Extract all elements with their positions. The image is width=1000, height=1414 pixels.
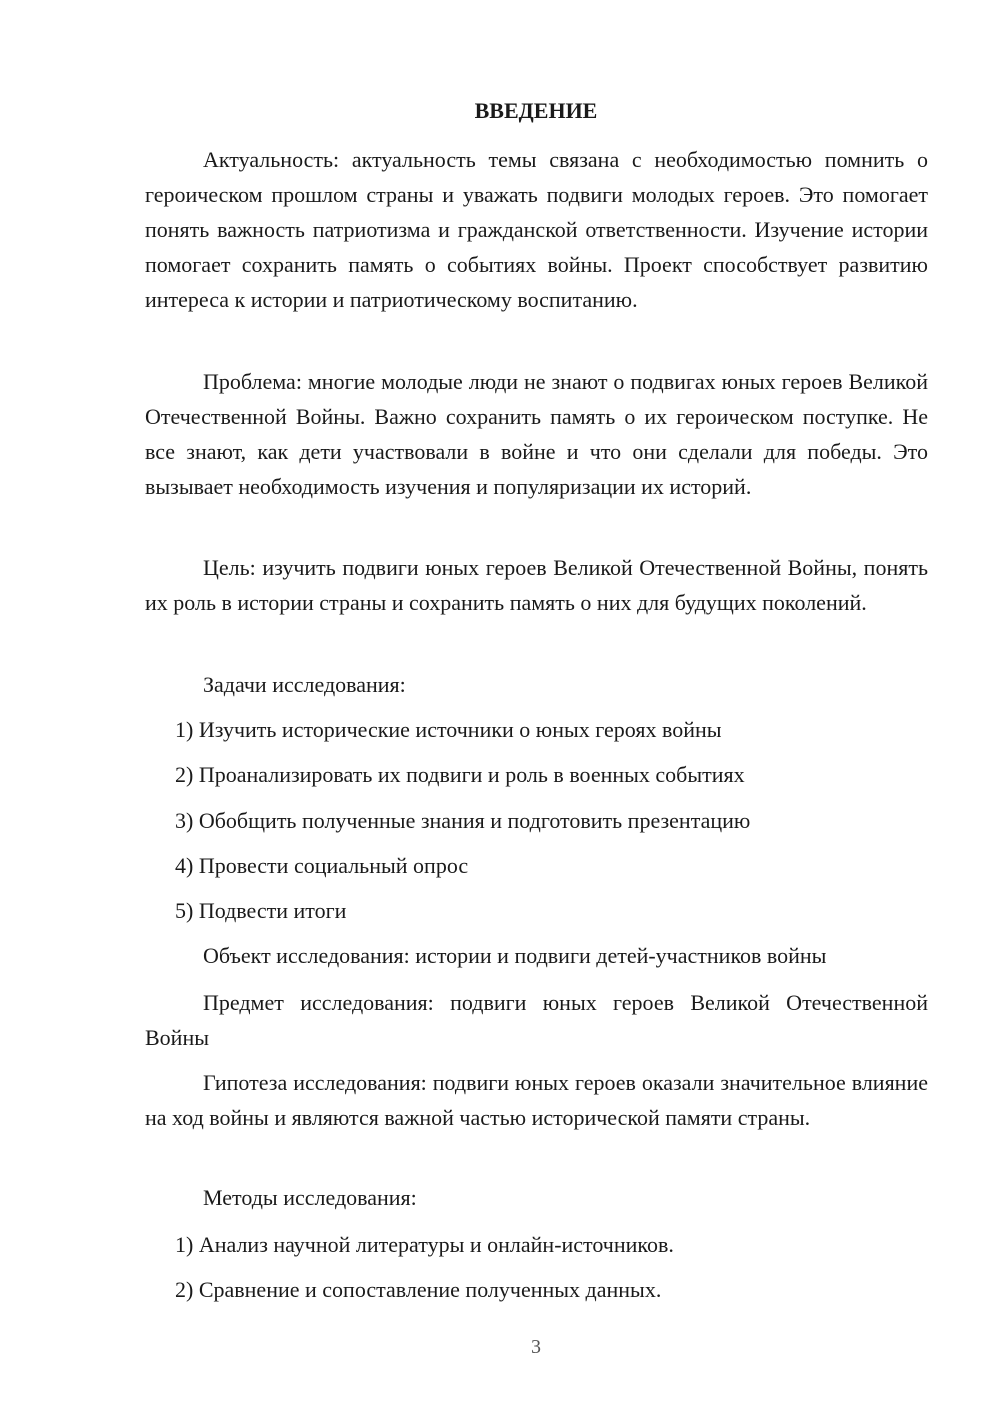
- task-item-block: [145, 853, 928, 879]
- hypothesis-block: [145, 1065, 928, 1135]
- task-item: 4) Провести социальный опрос: [175, 853, 469, 878]
- goal-paragraph-block: [145, 550, 928, 620]
- relevance-paragraph-block: [145, 142, 928, 317]
- method-item-block: [145, 1277, 928, 1303]
- tasks-heading: Задачи исследования:: [203, 672, 406, 697]
- task-item: 1) Изучить исторические источники о юных героях войны: [175, 717, 722, 742]
- task-item-block: [145, 808, 928, 834]
- research-subject: Предмет исследования: подвиги юных героев Великой Отечественной Войны: [145, 990, 928, 1050]
- task-item-block: [145, 717, 928, 743]
- research-object: Объект исследования: истории и подвиги детей-участников войны: [203, 943, 827, 968]
- page-title: ВВЕДЕНИЕ: [474, 98, 598, 123]
- subject-block: [145, 985, 928, 1055]
- problem-paragraph-block: [145, 364, 928, 504]
- task-item: 5) Подвести итоги: [175, 898, 347, 923]
- method-item: 2) Сравнение и сопоставление полученных данных.: [175, 1277, 662, 1302]
- tasks-heading-block: [145, 672, 928, 698]
- task-item: 3) Обобщить полученные знания и подготовить презентацию: [175, 808, 751, 833]
- object-block: [145, 943, 928, 969]
- page-number: 3: [531, 1336, 541, 1358]
- relevance-paragraph: Актуальность: актуальность темы связана с необходимостью помнить о героическом прошлом страны и уважать подвиги молодых героев. Это помогает понять важность патриотизма и гражданской ответственности. Изучение истории помогает сохранить память о событиях войны. Проект способствует развитию интереса к истории и патриотическому воспитанию.: [145, 147, 928, 312]
- methods-heading: Методы исследования:: [203, 1185, 417, 1210]
- methods-heading-block: [145, 1185, 928, 1211]
- research-hypothesis: Гипотеза исследования: подвиги юных героев оказали значительное влияние на ход войны и являются важной частью исторической памяти страны.: [145, 1070, 928, 1130]
- problem-paragraph: Проблема: многие молодые люди не знают о подвигах юных героев Великой Отечественной Войны. Важно сохранить память о их героическом поступке. Не все знают, как дети участвовали в войне и что они сделали для победы. Это вызывает необходимость изучения и популяризации их историй.: [145, 369, 928, 499]
- method-item: 1) Анализ научной литературы и онлайн-источников.: [175, 1232, 674, 1257]
- goal-paragraph: Цель: изучить подвиги юных героев Великой Отечественной Войны, понять их роль в истории страны и сохранить память о них для будущих поколений.: [145, 555, 928, 615]
- task-item: 2) Проанализировать их подвиги и роль в военных событиях: [175, 762, 745, 787]
- task-item-block: [145, 762, 928, 788]
- task-item-block: [145, 898, 928, 924]
- method-item-block: [145, 1232, 928, 1258]
